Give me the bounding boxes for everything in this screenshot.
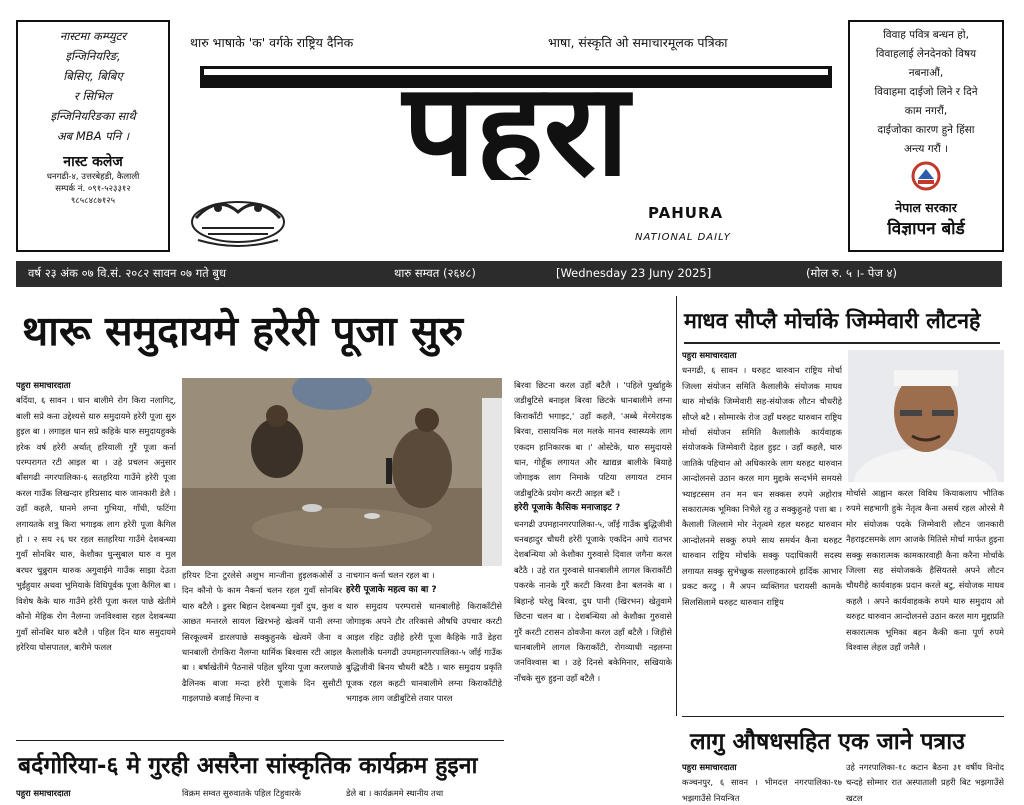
main-story-column-4 (514, 378, 672, 798)
issue-price: (मोल रु. ५ ।- पेज ४) (806, 266, 897, 280)
college-name: नास्ट कलेज (63, 154, 123, 170)
subheading: हरेरी पूजाके कैसिक मनाजाइट ? (514, 503, 621, 514)
main-story-column-1 (16, 378, 176, 705)
fourth-headline: लागु औषधसहित एक जाने पत्राउ (690, 729, 965, 755)
story-text: उहे नगरपालिका-१८ कटान बैठना ३१ वर्षीय विनोद चन्दहे सोम्मार रात अस्पाताली प्रहरी बिट भझगाउँसे खटल (846, 762, 1004, 803)
byline: पहुरा समाचारदाता (16, 380, 71, 390)
byline: पहुरा समाचारदाता (16, 788, 71, 798)
third-headline: बर्दगोरिया-६ मे गुरही असरैना सांस्कृतिक कार्यक्रम हुइना (18, 753, 478, 779)
issue-volume: वर्ष २३ अंक ०७ वि.सं. २०८२ सावन ०७ गते बुध (28, 266, 227, 280)
section-rule (16, 740, 504, 741)
story-text: विक्रम सम्वत सुरुवातके पहिल टिहुवारके (182, 788, 301, 798)
title-english: PAHURA (648, 204, 724, 222)
main-headline: थारू समुदायमे हरेरी पूजा सुरु (22, 307, 464, 355)
ad-line: काम नगरौं, (904, 105, 948, 117)
story-text: थारु समुदाय परम्परासे धानबालीहे किराकाँटीसे जोगाइक अपने टौर तरिकासे औषधि उपचार करटी आइल रहिट उहीहे हरेरी पूजा कैहिके गाउँ डेहरा कैलालीके धनगढी उपमहानगरपालिका-५ जाँई गाउँक बुद्धिजीवी बिनय चौधरी बटैठै । थारु समुदाय प्रकृति पूजक रहल कहटी धानबालीमे लग्ना किराकाँटीहे भगाइक लाग जडीबुटिसे तयार पारल (346, 600, 502, 704)
issue-info-bar (16, 261, 1002, 287)
ad-line: विवाहमा दाईजो लिने र दिने (874, 86, 978, 98)
story-text: बर्दिया, ६ सावन । धान बालीमे रोग किरा नलागिट्, बाली सप्रे कना उद्देश्यसे थारु समुदायमे हरेरी पूजा सुरु हुइल बा । लगाइल धान सप्रे कहिके थारु समुदायहुक्के हरेक वर्ष हरेरी अर्थात् हरियाली गुरैं पूजा कर्ना परम्परागत रटी आइल बा । उहे प्रचलन अनुसार बाँसगढी नगरपालिका-६ सतहरिया गाउँमे हरेरी पूजा करल गाउँक लिखन्दार हरिप्रसाद थारु जानकारी डेलै । उहाँ कहलै, धानमे लग्ना गुभिया, गाँधी, फटिंगा लगायतके शत्रु किरा भगाइक लाग हरेरी पूजा कैगिल हो । २ सय २६ घर रहल सतहरिया गाउँमे देशबन्ध्या गुवाँ सोनबिर थारु, केशौका घुन्सुबाल थारु व मुल बरघर चुन्नुराम थारुक अगुवाईमे गाउँक साझा देउता भुईंहुयार अथवा भुमियाके विधिपूर्वक पूजा कैगिल बा । विशेष कैके थारु गाउँमे हरेरी पूजा करल पाछे खेतीमे कौनो मेहिक रोग नैलग्ना जनविश्वास रहल देशबन्ध्या गुवाँ सोनबिर थारु बटैलै । पहिल दिन थारु समुदायमे हरेरिया घोसपातल, बारीमे फलल (16, 395, 176, 652)
headline-rule (684, 342, 1000, 344)
subheading: हरेरी पूजाके महत्व का बा ? (346, 585, 437, 596)
ad-line: नबनाऔं, (908, 67, 944, 79)
fourth-story-column-2 (846, 760, 1004, 805)
ad-line: इन्जिनियरिङका साथै (50, 109, 136, 123)
college-advertisement (16, 20, 170, 252)
masthead-title-svg (200, 56, 832, 180)
hareri-puja-photo (182, 378, 502, 566)
ad-line: दाईजोका कारण हुने हिंसा (877, 124, 975, 136)
second-story-column-1 (682, 348, 842, 716)
tagline-left: थारु भाषाके 'क' वर्गके राष्ट्रिय दैनिक (190, 35, 354, 50)
ad-line: इन्जिनियरिङ, (65, 49, 121, 63)
ad-line: विवाह पवित्र बन्धन हो, (883, 29, 969, 41)
second-story-column-2 (846, 486, 1004, 716)
byline: पहुरा समाचारदाता (682, 350, 737, 360)
college-phone: ९८५८४८७१२५ (70, 196, 116, 206)
second-headline: माधव सौप्लै मोर्चाके जिम्मेवारी लौटनहे (684, 309, 981, 334)
subtitle-english: NATIONAL DAILY (635, 232, 731, 243)
ad-line: विवाहलाई लेनदेनको विषय (875, 48, 977, 60)
story-text: नाचगान कर्ना चलन रहल बा । (346, 570, 435, 580)
gov-label: नेपाल सरकार (895, 200, 957, 215)
person-photo (848, 350, 1004, 482)
advertisement-board-notice (848, 20, 1004, 252)
third-story-byline (16, 786, 176, 804)
masthead-title: पहुरा (402, 56, 630, 180)
section-rule (682, 716, 1004, 717)
ad-line: अन्त्य गरौं । (904, 143, 948, 155)
issue-date: [Wednesday 23 Juny 2025] (556, 266, 712, 280)
masthead-logo (200, 56, 832, 180)
story-text: धनगढी, ६ सावन । थरुहट थारुवान राष्ट्रिय मोर्चा जिल्ला संयोजन समिति कैलालीके संयोजक माधव थारु मोर्चाके जिम्मेवारी सह-संयोजक लौटन चौधरीहे सौप्ले बटै । सोम्मारके रोज उहाँ थरुहट थारुवान राष्ट्रिय मोर्चा संयोजन समिति कैलालीके कार्यवाहक संयोजकके जिम्मेवारी देहल हुइट । उहाँ कहलै, थारु जातिके पहिचान ओ अधिकारके लाग थरुहट थारुवान आन्दोलनसे उठान करल माग मुद्दाके सन्दर्भमे समयसे भ्याइटस्सम तन मन धन सक्कस रुपमे अहोरात्र सकारात्मक भूमिका निभैले रहु उ सक्कुहुनहे पत्ता बा । कैलाली जिल्लामे मोर नेतृत्वमे रहल थरुहट थारुवान आन्दोलनमे सक्कु रुपमे साथ समर्थन कैना थरुहट थारुवान राष्ट्रिय मोर्चाके सक्कु पदाधिकारी सदस्य लगायत सक्कु सुभेच्छुक सल्लाहकारमे हार्दिक आभार प्रकट करटु । मै अपन व्यक्तिगत घरायसी कामके सिलसिलामे थरुहट थारुवान राष्ट्रिय (682, 365, 842, 607)
tharu-era: थारु सम्वत (२६४८) (394, 266, 476, 280)
ad-line: अब MBA पनि । (56, 129, 130, 143)
column-divider (676, 296, 677, 716)
board-label: विज्ञापन बोर्ड (887, 219, 965, 239)
nepal-emblem-icon (909, 161, 943, 191)
story-text: कञ्चनपुर, ६ सावन । भीमदत्त नगरपालिका-१७ भझगाउँसे नियन्त्रित (682, 777, 842, 803)
ad-line: र सिभिल (74, 89, 112, 103)
ornament-icon (188, 188, 288, 248)
story-text: डेले बा । कार्यक्रममे स्थानीय तथा (346, 788, 444, 798)
byline: पहुरा समाचारदाता (682, 762, 737, 772)
story-text: मोर्चासे आह्वान करल विविध कियाकलाप भौतिक रुपमे सहभागी हुके नेतृत्व कैना असर्थ रहल ओरसे मै मोर संयोजक पदके जिम्मेवारी लौटन जानकारी नैहराइटसमके लाग आजके मितिसे मोर्चा मार्फत हुइना सक्कु सकारात्मक कामकारवाही कैना करैना मोर्चाके जिल्ला सह संयोजकके हैसियतसे अपने लौटन चौधरीहे कार्यवाहक प्रदान करले बटु, संयोजक माधव कहलै । अपने कार्यवाहकके रुपमे थारु समुदाय ओ थरुहट थारुवान आन्दोलनसे उठान करल माग मुद्दाप्रति सकारात्मक भूमिका बहन कैकी कना पूर्ण रुपमे विश्वास लेहल उहाँ जनैलै । (846, 488, 1004, 653)
fourth-story-column-1 (682, 760, 842, 805)
ad-line: नास्टमा कम्प्युटर (59, 29, 127, 43)
third-story-column-3 (346, 786, 502, 804)
story-text: बिरवा छिटना करल उहाँ बटैलै । 'पहिले पुर्खाहुके जडीबुटिसे बनाइल बिरवा छिटके धानबालीमे लग्ना किराकाँटी भगाइट,' उहाँ कहलै, 'अब्बे मेरमेराइक बिरवा, रासायनिक मल मलके मानव स्वास्थ्यके लाग एकदम हानिकारक बा ।' ओस्टेके, थारु समुदायसे धान, गोहूँक लगायत और खाद्यन्न बालीके बियाहे जोगाइक लाग निमाके पटिया लगायत टमान जडीबुटिके प्रयोग करटी आइल बटैं । (514, 380, 672, 498)
tagline-right: भाषा, संस्कृति ओ समाचारमूलक पत्रिका (548, 35, 728, 50)
third-story-column-2 (182, 786, 342, 804)
story-text: धनगढी उपमहानगरपालिका-५, जाँई गाउँक बुद्धिजीवी धनबहादुर चौधरी हरेरी पूजाके एकदिन आघे रातभर देशबन्धिया ओ केशौका गुरुवासे दिवाल जगैना करल बटैठै । उहे रात गुरुवासे धानबालीमे लागल किराकाँटी पकरके नानके गुरैं करटी किरवा डैना बलनके बा । बिहान्हे घरेलु बिरवा, दुध पानी (खिरभन) खेतुवामे छिटना चलन बा । देशबन्धिया ओ केशौका गुरुवासे गुरैं करटी टरासन ठोवजैना करल उहाँ बटैलै । जिहीसे धानबालीमे लागल किराकाँटी, रोगव्याधी नइलग्ना जनविश्वास बा । उहे दिनसे बकेमिनार, सखियाके नाँचके सुरु हुइना उहाँ बटैलै । (514, 518, 672, 683)
college-address: धनगढी-४, उत्तरबेहडी, कैलाली (46, 172, 140, 182)
story-text: हरियर टिना टुरलेसे अशुभ मान्जीना हुइलकओर्से उ दिन कौनो फे काम नैकर्ना चलन रहल गुवाँ सोनबिर थारु बटैलै । डुसर बिहान देशबन्ध्या गुवाँ दुध, कुश व आछत मन्तरले सायल खिरभन्हे खेत्वमें पानी लग्ना सिरकूल्वमें डारलपाछे सक्कुहुनके खेत्वमें जैना व धानबाली रोगकिरा नैलग्ना धार्मिक बिश्वास रटी आइल बा । बर्षाखेतीमे पैठनासे पहिल धुरिया पूजा करलपाछे ढैलिनक बाजा मन्दा हरेरी पूजाके दिन सुसौटी गाइलपाछे बजाई मिल्ना व (182, 570, 342, 704)
college-contact: सम्पर्क नं. ०९१-५२३३१२ (55, 184, 131, 194)
ad-line: बिसिए, बिबिए (63, 69, 123, 83)
